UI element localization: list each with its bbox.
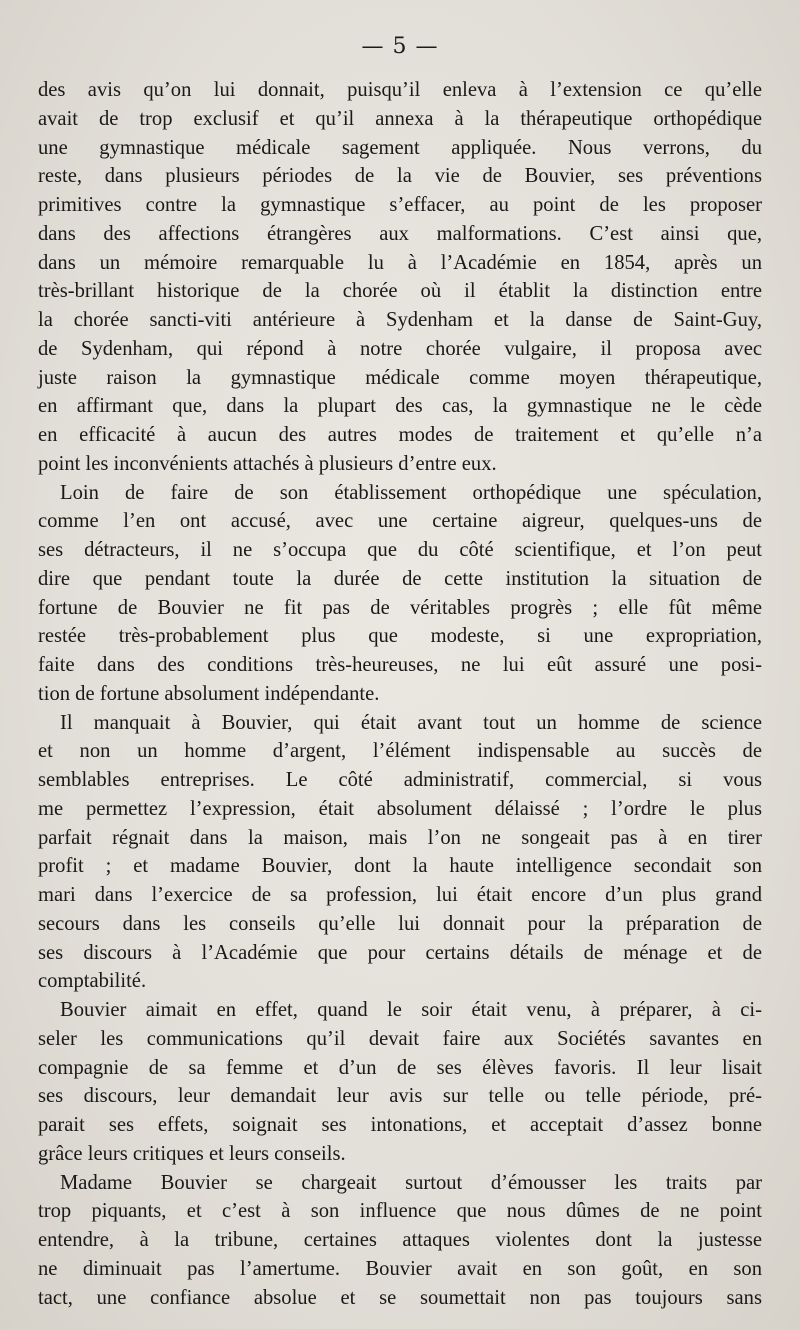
paragraph: [38, 1169, 762, 1313]
text-line: des avis qu’on lui donnait, puisqu’il enleva à l’extension ce qu’elle: [38, 79, 762, 101]
text-line: juste raison la gymnastique médicale comme moyen thérapeutique,: [38, 366, 762, 389]
text-line: parait ses effets, soignait ses intonations, et acceptait d’assez bonne: [38, 1114, 762, 1136]
text-line: comptabilité.: [38, 970, 147, 993]
text-line: ne diminuait pas l’amertume. Bouvier avait en son goût, en son: [38, 1257, 762, 1280]
text-line: Il manquait à Bouvier, qui était avant tout un homme de science: [60, 711, 762, 734]
text-line: semblables entreprises. Le côté administratif, commercial, si vous: [38, 769, 762, 791]
paragraph: [38, 76, 762, 479]
text-line: tion de fortune absolument indépendante.: [38, 682, 380, 705]
text-line: en efficacité à aucun des autres modes de traitement et qu’elle n’a: [38, 424, 762, 446]
text-line: une gymnastique médicale sagement appliquée. Nous verrons, du: [38, 136, 762, 159]
text-line: compagnie de sa femme et d’un de ses élèves favoris. Il leur lisait: [38, 1056, 762, 1079]
page-number: — 5 —: [361, 34, 439, 59]
text-line: grâce leurs critiques et leurs conseils.: [38, 1142, 346, 1165]
text-line: ses détracteurs, il ne s’occupa que du côté scientifique, et l’on peut: [38, 539, 762, 561]
text-line: en affirmant que, dans la plupart des cas, la gymnastique ne le cède: [38, 395, 762, 418]
text-line: point les inconvénients attachés à plusieurs d’entre eux.: [38, 452, 497, 475]
text-line: Bouvier aimait en effet, quand le soir était venu, à préparer, à ci-: [60, 999, 762, 1021]
text-line: primitives contre la gymnastique s’effacer, au point de les proposer: [38, 194, 762, 216]
text-line: parfait régnait dans la maison, mais l’on ne songeait pas à en tirer: [38, 826, 762, 849]
text-line: très-brillant historique de la chorée où il établit la distinction entre: [38, 280, 762, 303]
text-line: ses discours à l’Académie que pour certains détails de ménage et de: [38, 941, 762, 964]
text-line: Loin de faire de son établissement orthopédique une spéculation,: [60, 481, 762, 504]
text-line: dans un mémoire remarquable lu à l’Académie en 1854, après un: [38, 251, 762, 274]
text-line: trop piquants, et c’est à son influence que nous dûmes de ne point: [38, 1200, 762, 1223]
text-line: Madame Bouvier se chargeait surtout d’émousser les traits par: [60, 1171, 762, 1194]
paragraph: [38, 709, 762, 997]
paragraph: [38, 479, 762, 709]
body-text: [38, 76, 762, 1312]
text-line: mari dans l’exercice de sa profession, lui était encore d’un plus grand: [38, 884, 762, 906]
text-line: avait de trop exclusif et qu’il annexa à la thérapeutique orthopédique: [38, 107, 762, 130]
text-line: reste, dans plusieurs périodes de la vie de Bouvier, ses préventions: [38, 165, 762, 188]
text-line: faite dans des conditions très-heureuses, ne lui eût assuré une posi-: [38, 654, 762, 676]
text-line: dans des affections étrangères aux malformations. C’est ainsi que,: [38, 222, 762, 245]
text-line: dire que pendant toute la durée de cette institution la situation de: [38, 567, 762, 590]
text-line: de Sydenham, qui répond à notre chorée vulgaire, il proposa avec: [38, 337, 762, 360]
text-line: entendre, à la tribune, certaines attaques violentes dont la justesse: [38, 1229, 762, 1251]
text-line: comme l’en ont accusé, avec une certaine aigreur, quelques-uns de: [38, 510, 762, 533]
text-line: fortune de Bouvier ne fit pas de véritables progrès ; elle fût même: [38, 596, 762, 619]
paragraph: [38, 996, 762, 1169]
text-line: secours dans les conseils qu’elle lui donnait pour la préparation de: [38, 912, 762, 935]
text-line: me permettez l’expression, était absolument délaissé ; l’ordre le plus: [38, 797, 762, 820]
text-line: tact, une confiance absolue et se soumettait non pas toujours sans: [38, 1286, 762, 1309]
text-line: la chorée sancti-viti antérieure à Sydenham et la danse de Saint-Guy,: [38, 309, 762, 331]
text-line: et non un homme d’argent, l’élément indispensable au succès de: [38, 740, 762, 763]
text-line: ses discours, leur demandait leur avis sur telle ou telle période, pré-: [38, 1085, 762, 1108]
text-line: profit ; et madame Bouvier, dont la haute intelligence secondait son: [38, 855, 762, 878]
text-line: seler les communications qu’il devait faire aux Sociétés savantes en: [38, 1027, 762, 1050]
text-line: restée très-probablement plus que modeste, si une expropriation,: [38, 625, 762, 648]
